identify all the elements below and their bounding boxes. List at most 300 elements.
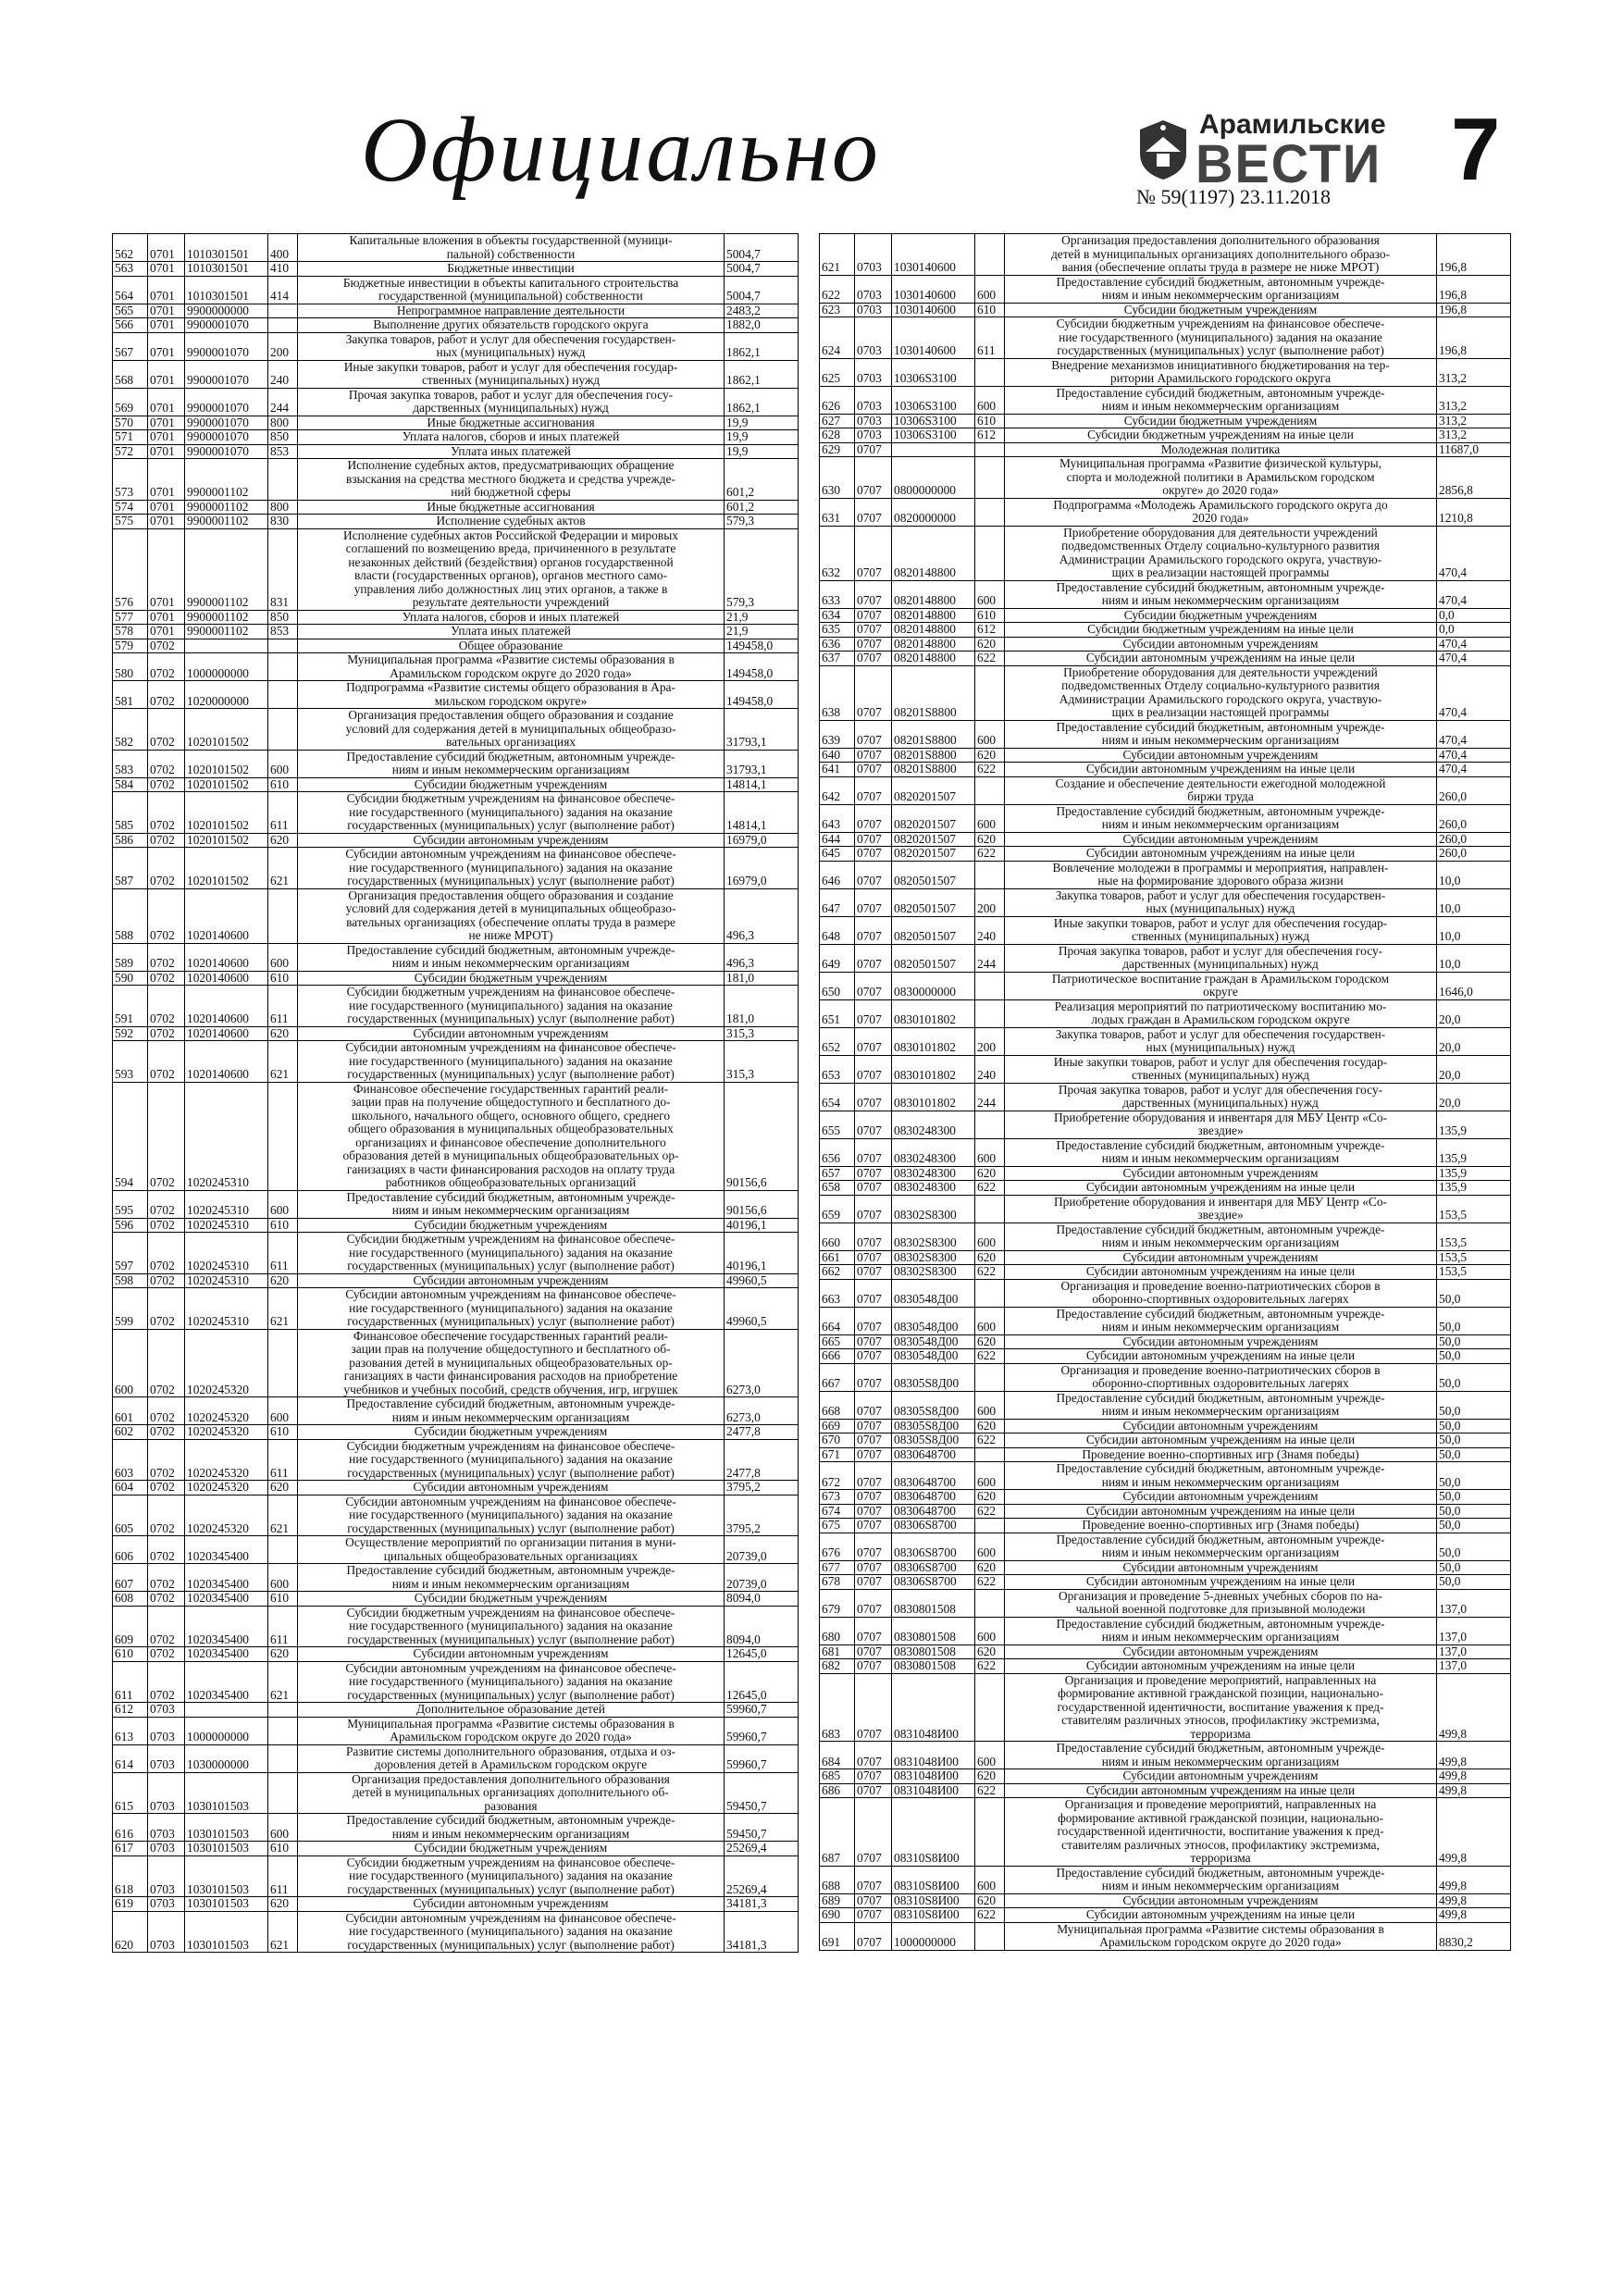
table-row [113,833,799,848]
expense-type: 620 [975,1893,1005,1908]
row-number: 672 [820,1462,855,1490]
row-number: 584 [113,777,148,792]
table-row [820,1893,1511,1908]
item-description: Исполнение судебных актов Российской Федерации и мировых соглашений по возмещению вреда, причиненного в результате незаконных действий (бездействия) органов государственной власти (государственных органов), органов местного само- управления либо должностных лиц этих органов, а также в результате деятельности учреждений [298,528,725,610]
item-description: Субсидии автономным учреждениям [1005,1250,1437,1265]
section-code: 0703 [148,1897,185,1912]
row-number: 670 [820,1433,855,1448]
expense-type: 244 [975,944,1005,972]
expense-type: 612 [975,428,1005,443]
item-description: Предоставление субсидий бюджетным, автономным учрежде- ниям и иным некоммерческим организациям [298,1190,725,1218]
amount: 50,0 [1437,1279,1511,1307]
target-code: 1020000000 [185,681,268,709]
target-code: 1020140600 [185,971,268,986]
target-code: 08201S8800 [892,748,975,763]
target-code: 1020101502 [185,709,268,751]
amount: 50,0 [1437,1575,1511,1590]
target-code: 1020140600 [185,943,268,971]
row-number: 608 [113,1592,148,1607]
section-code: 0703 [148,1842,185,1856]
target-code: 0830801508 [892,1589,975,1617]
section-code: 0702 [148,1606,185,1647]
item-description: Субсидии автономным учреждениям на финансовое обеспече- ние государственного (муниципального) задания на оказание государственных (муниципальных) услуг (выполнение работ) [298,1288,725,1330]
table-row [820,944,1511,972]
section-code: 0702 [148,1481,185,1496]
target-code: 9900001070 [185,430,268,445]
amount: 1862,1 [725,332,799,360]
amount: 135,9 [1437,1111,1511,1138]
target-code: 1020101502 [185,777,268,792]
amount: 137,0 [1437,1659,1511,1674]
table-row [820,1644,1511,1659]
section-code: 0702 [148,1495,185,1536]
amount: 19,9 [725,416,799,430]
target-code: 0830801508 [892,1617,975,1644]
section-code: 0707 [855,665,892,720]
row-number: 642 [820,776,855,804]
target-code: 0820148800 [892,652,975,666]
table-row [820,1265,1511,1280]
item-description: Субсидии автономным учреждениям на иные цели [1005,763,1437,777]
row-number: 660 [820,1222,855,1250]
section-code: 0707 [855,832,892,847]
section-code: 0707 [855,1166,892,1181]
item-description: Субсидии бюджетным учреждениям [1005,303,1437,317]
expense-type: 620 [975,1250,1005,1265]
row-number: 662 [820,1265,855,1280]
section-code: 0707 [855,1575,892,1590]
amount: 0,0 [1437,608,1511,623]
table-row [113,1814,799,1842]
table-row [113,625,799,639]
table-row [820,442,1511,457]
expense-type: 610 [268,1592,298,1607]
row-number: 678 [820,1575,855,1590]
section-code: 0707 [855,1250,892,1265]
row-number: 628 [820,428,855,443]
amount: 135,9 [1437,1181,1511,1196]
target-code: 08305S8Д00 [892,1419,975,1433]
expense-type [975,1798,1005,1867]
amount: 90156,6 [725,1082,799,1190]
item-description: Муниципальная программа «Развитие физической культуры, спорта и молодежной политики в Арамильском городском округе» до 2020 года» [1005,457,1437,499]
item-description: Организация и проведение военно-патриотических сборов в оборонно-спортивных оздоровительных лагерях [1005,1363,1437,1391]
section-code: 0707 [855,888,892,916]
item-description: Предоставление субсидий бюджетным, автономным учрежде- ниям и иным некоммерческим организациям [1005,1866,1437,1893]
amount: 20,0 [1437,999,1511,1027]
target-code: 1000000000 [185,1717,268,1744]
expense-type: 620 [975,637,1005,652]
item-description: Субсидии бюджетным учреждениям на финансовое обеспече- ние государственного (муниципального) задания на оказание государственных (муниципальных) услуг (выполнение работ) [1005,317,1437,359]
section-code: 0707 [855,1893,892,1908]
target-code [185,1703,268,1718]
row-number: 564 [113,276,148,304]
expense-type: 622 [975,1433,1005,1448]
expense-type: 240 [268,360,298,388]
section-code: 0703 [148,1855,185,1897]
section-code: 0707 [855,1181,892,1196]
item-description: Субсидии автономным учреждениям [298,1897,725,1912]
amount: 149458,0 [725,681,799,709]
section-code: 0703 [855,414,892,428]
amount: 137,0 [1437,1644,1511,1659]
section-code: 0707 [855,1111,892,1138]
table-row [113,1425,799,1440]
section-code: 0707 [855,526,892,580]
target-code: 10306S3100 [892,358,975,386]
item-description: Внедрение механизмов инициативного бюджетирования на тер- ритории Арамильского городского округа [1005,358,1437,386]
table-row [113,1897,799,1912]
item-description: Субсидии автономным учреждениям на финансовое обеспече- ние государственного (муниципального) задания на оказание государственных (муниципальных) услуг (выполнение работ) [298,1495,725,1536]
target-code: 1030140600 [892,275,975,303]
amount: 50,0 [1437,1447,1511,1462]
row-number: 597 [113,1233,148,1274]
item-description: Субсидии автономным учреждениям на иные цели [1005,1433,1437,1448]
amount: 181,0 [725,986,799,1027]
expense-type: 600 [975,386,1005,414]
target-code: 08310S8И00 [892,1798,975,1867]
target-code: 0830101802 [892,999,975,1027]
target-code: 0820148800 [892,637,975,652]
amount: 50,0 [1437,1307,1511,1334]
table-row [820,804,1511,832]
expense-type: 611 [268,1855,298,1897]
row-number: 591 [113,986,148,1027]
row-number: 669 [820,1419,855,1433]
table-row [820,748,1511,763]
section-code: 0702 [148,1190,185,1218]
section-code: 0707 [855,763,892,777]
target-code: 1030101503 [185,1842,268,1856]
target-code: 1020245310 [185,1288,268,1330]
table-row [113,1082,799,1190]
table-row [820,1433,1511,1448]
item-description: Субсидии бюджетным учреждениям [298,1842,725,1856]
target-code: 08306S8700 [892,1519,975,1533]
amount: 14814,1 [725,777,799,792]
section-code: 0701 [148,276,185,304]
target-code: 08201S8800 [892,720,975,748]
expense-type: 611 [975,317,1005,359]
table-row [820,832,1511,847]
section-code: 0703 [148,1703,185,1718]
row-number: 567 [113,332,148,360]
table-row [820,1334,1511,1349]
section-code: 0701 [148,318,185,333]
expense-type [975,234,1005,276]
item-description: Иные закупки товаров, работ и услуг для обеспечения государ- ственных (муниципальных) нужд [298,360,725,388]
row-number: 622 [820,275,855,303]
amount: 50,0 [1437,1419,1511,1433]
item-description: Уплата налогов, сборов и иных платежей [298,610,725,625]
row-number: 682 [820,1659,855,1674]
section-code: 0703 [148,1744,185,1772]
section-code: 0707 [855,1644,892,1659]
row-number: 592 [113,1026,148,1041]
row-number: 688 [820,1866,855,1893]
row-number: 573 [113,459,148,501]
item-description: Иные закупки товаров, работ и услуг для обеспечения государ- ственных (муниципальных) нужд [1005,1055,1437,1083]
item-description: Субсидии автономным учреждениям [1005,1560,1437,1575]
expense-type [268,1703,298,1718]
expense-type: 244 [268,388,298,416]
amount: 499,8 [1437,1783,1511,1798]
expense-type: 600 [975,1307,1005,1334]
table-row [820,1391,1511,1419]
target-code: 1020245310 [185,1082,268,1190]
amount: 2477,8 [725,1425,799,1440]
target-code: 9900001070 [185,318,268,333]
section-code: 0702 [148,1218,185,1233]
section-code: 0707 [855,1504,892,1519]
row-number: 621 [820,234,855,276]
target-code: 1030000000 [185,1744,268,1772]
item-description: Финансовое обеспечение государственных гарантий реали- зации прав на получение общедоступного и бесплатного об- разования детей в муниципальных общеобразовательных ор- ганизациях в части финансирования расходов на приобретение учебников и учебных пособий, средств обучения, игр, игрушек [298,1329,725,1397]
section-code: 0702 [148,639,185,653]
amount: 50,0 [1437,1334,1511,1349]
item-description: Субсидии автономным учреждениям [1005,748,1437,763]
row-number: 677 [820,1560,855,1575]
section-code: 0707 [855,457,892,499]
amount: 20,0 [1437,1083,1511,1111]
row-number: 636 [820,637,855,652]
row-number: 600 [113,1329,148,1397]
item-description: Предоставление субсидий бюджетным, автономным учрежде- ниям и иным некоммерческим организациям [1005,1138,1437,1166]
table-row [820,1533,1511,1560]
item-description: Субсидии бюджетным учреждениям на финансовое обеспече- ние государственного (муниципального) задания на оказание государственных (муниципальных) услуг (выполнение работ) [298,986,725,1027]
expense-type [975,526,1005,580]
section-code: 0707 [855,1447,892,1462]
amount: 20739,0 [725,1564,799,1592]
table-row [113,1495,799,1536]
section-code: 0707 [855,1742,892,1769]
expense-type: 600 [975,580,1005,608]
section-code: 0707 [855,999,892,1027]
expense-type [268,1717,298,1744]
item-description: Субсидии автономным учреждениям на финансовое обеспече- ние государственного (муниципального) задания на оказание государственных (муниципальных) услуг (выполнение работ) [298,1041,725,1083]
row-number: 588 [113,888,148,943]
row-number: 689 [820,1893,855,1908]
section-code: 0701 [148,234,185,262]
amount: 499,8 [1437,1769,1511,1784]
section-code: 0707 [855,804,892,832]
item-description: Субсидии автономным учреждениям [1005,1334,1437,1349]
table-row [820,1307,1511,1334]
item-description: Проведение военно-спортивных игр (Знамя победы) [1005,1447,1437,1462]
table-row [113,430,799,445]
row-number: 611 [113,1661,148,1703]
target-code: 0820148800 [892,623,975,638]
row-number: 657 [820,1166,855,1181]
logo-main-text: ВЕСТИ [1196,132,1382,194]
target-code: 1020245310 [185,1273,268,1288]
amount: 496,3 [725,943,799,971]
section-code: 0707 [855,944,892,972]
item-description: Субсидии автономным учреждениям на иные цели [1005,1659,1437,1674]
row-number: 599 [113,1288,148,1330]
amount: 496,3 [725,888,799,943]
row-number: 645 [820,847,855,862]
row-number: 661 [820,1250,855,1265]
expense-type: 850 [268,610,298,625]
target-code: 08306S8700 [892,1575,975,1590]
item-description: Приобретение оборудования и инвентаря для МБУ Центр «Со- звездие» [1005,1195,1437,1222]
item-description: Прочая закупка товаров, работ и услуг для обеспечения госу- дарственных (муниципальных) нужд [1005,1083,1437,1111]
amount: 8094,0 [725,1592,799,1607]
amount: 59960,7 [725,1717,799,1744]
table-row [113,1329,799,1397]
item-description: Субсидии автономным учреждениям на иные цели [1005,1575,1437,1590]
expense-type: 620 [975,1419,1005,1433]
table-row [820,1519,1511,1533]
page-number: 7 [1451,100,1501,199]
item-description: Предоставление субсидий бюджетным, автономным учрежде- ниям и иным некоммерческим организациям [298,1397,725,1425]
section-code: 0702 [148,1439,185,1481]
table-row [113,1273,799,1288]
item-description: Муниципальная программа «Развитие системы образования в Арамильском городском округе до 2020 года» [298,653,725,681]
row-number: 619 [113,1897,148,1912]
newspaper-logo [1136,100,1386,194]
amount: 49960,5 [725,1273,799,1288]
table-row [113,792,799,834]
item-description: Капитальные вложения в объекты государственной (муници- пальной) собственности [298,234,725,262]
table-row [113,709,799,751]
table-row [113,653,799,681]
section-code: 0701 [148,625,185,639]
table-row [820,665,1511,720]
target-code: 08201S8800 [892,665,975,720]
target-code: 0830000000 [892,972,975,999]
expense-type: 600 [268,943,298,971]
item-description: Организация и проведение военно-патриотических сборов в оборонно-спортивных оздоровительных лагерях [1005,1279,1437,1307]
target-code: 0830648700 [892,1462,975,1490]
amount: 181,0 [725,971,799,986]
table-row [820,386,1511,414]
target-code: 0830648700 [892,1490,975,1505]
table-row [113,1397,799,1425]
table-row [820,623,1511,638]
item-description: Субсидии автономным учреждениям [298,1481,725,1496]
row-number: 576 [113,528,148,610]
target-code: 0820501507 [892,916,975,944]
amount: 25269,4 [725,1842,799,1856]
amount: 135,9 [1437,1166,1511,1181]
section-code: 0703 [855,428,892,443]
row-number: 571 [113,430,148,445]
expense-type: 853 [268,444,298,459]
row-number: 651 [820,999,855,1027]
row-number: 654 [820,1083,855,1111]
row-number: 614 [113,1744,148,1772]
expense-type [975,457,1005,499]
item-description: Реализация мероприятий по патриотическому воспитанию мо- лодых граждан в Арамильском городском округе [1005,999,1437,1027]
section-code: 0702 [148,792,185,834]
item-description: Дополнительное образование детей [298,1703,725,1718]
expense-type: 620 [975,748,1005,763]
item-description: Организация предоставления общего образования и создание условий для содержания детей в муниципальных общеобразо- вательных организациях [298,709,725,751]
table-row [820,720,1511,748]
expense-type: 621 [268,848,298,889]
section-code: 0703 [855,303,892,317]
row-number: 630 [820,457,855,499]
section-code: 0707 [855,580,892,608]
section-code: 0707 [855,1222,892,1250]
table-row [820,428,1511,443]
expense-type: 610 [975,608,1005,623]
expense-type: 622 [975,847,1005,862]
expense-type: 622 [975,1181,1005,1196]
target-code: 1020245310 [185,1218,268,1233]
table-row [113,888,799,943]
row-number: 683 [820,1673,855,1742]
table-row [113,1536,799,1564]
amount: 499,8 [1437,1908,1511,1923]
expense-type: 200 [975,1027,1005,1055]
section-code: 0702 [148,1661,185,1703]
section-code: 0702 [148,1041,185,1083]
section-code: 0703 [148,1911,185,1953]
target-code: 08305S8Д00 [892,1391,975,1419]
row-number: 601 [113,1397,148,1425]
item-description: Подпрограмма «Развитие системы общего образования в Ара- мильском городском округе» [298,681,725,709]
row-number: 625 [820,358,855,386]
row-number: 563 [113,262,148,277]
amount: 470,4 [1437,720,1511,748]
table-row [820,1222,1511,1250]
expense-type: 620 [975,1490,1005,1505]
item-description: Предоставление субсидий бюджетным, автономным учрежде- ниям и иным некоммерческим организациям [298,1564,725,1592]
table-row [113,234,799,262]
expense-type: 240 [975,1055,1005,1083]
amount: 5004,7 [725,234,799,262]
target-code: 0830101802 [892,1083,975,1111]
item-description: Субсидии автономным учреждениям [298,1026,725,1041]
amount: 20,0 [1437,1055,1511,1083]
item-description: Муниципальная программа «Развитие системы образования в Арамильском городском округе до 2020 года» [298,1717,725,1744]
item-description: Предоставление субсидий бюджетным, автономным учрежде- ниям и иным некоммерческим организациям [298,750,725,777]
amount: 16979,0 [725,833,799,848]
item-description: Субсидии автономным учреждениям на иные цели [1005,1504,1437,1519]
item-description: Субсидии автономным учреждениям на иные цели [1005,1181,1437,1196]
amount: 59450,7 [725,1814,799,1842]
expense-type: 610 [268,971,298,986]
amount: 59960,7 [725,1703,799,1718]
section-code: 0701 [148,459,185,501]
row-number: 566 [113,318,148,333]
item-description: Создание и обеспечение деятельности ежегодной молодежной биржи труда [1005,776,1437,804]
section-code: 0707 [855,1866,892,1893]
target-code: 1020245320 [185,1481,268,1496]
amount: 50,0 [1437,1433,1511,1448]
row-number: 646 [820,861,855,888]
item-description: Субсидии бюджетным учреждениям на финансовое обеспече- ние государственного (муниципального) задания на оказание государственных (муниципальных) услуг (выполнение работ) [298,792,725,834]
table-row [820,498,1511,526]
expense-type [975,1195,1005,1222]
expense-type: 611 [268,1606,298,1647]
amount: 50,0 [1437,1391,1511,1419]
amount: 2477,8 [725,1439,799,1481]
expense-type: 622 [975,1908,1005,1923]
target-code: 0830548Д00 [892,1307,975,1334]
section-code: 0707 [855,1391,892,1419]
amount: 8830,2 [1437,1922,1511,1950]
expense-type [268,653,298,681]
target-code: 0820201507 [892,776,975,804]
section-code: 0707 [855,498,892,526]
section-code: 0707 [855,1363,892,1391]
item-description: Субсидии автономным учреждениям [1005,637,1437,652]
row-number: 687 [820,1798,855,1867]
